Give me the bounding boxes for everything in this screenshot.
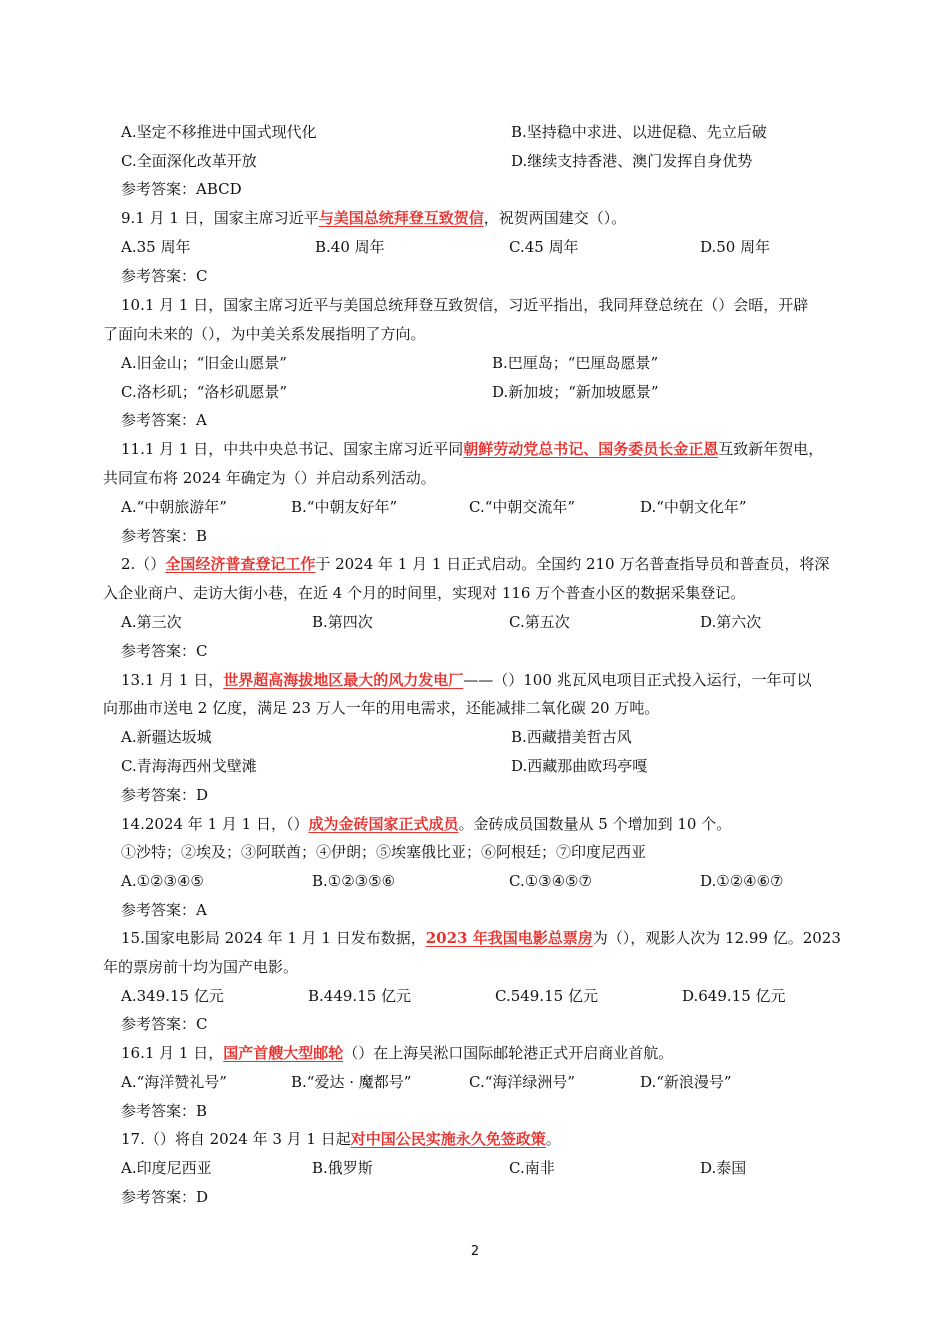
highlighted-keyword: 朝鲜劳动党总书记、国务委员长金正恩 <box>463 440 719 458</box>
text-line: C.549.15 亿元 <box>495 987 598 1005</box>
text-line: B.40 周年 <box>315 238 385 256</box>
text-segment: 16.1 月 1 日， <box>121 1044 224 1062</box>
text-line: D.泰国 <box>700 1159 747 1177</box>
text-line: C.“中朝交流年” <box>469 498 576 516</box>
text-line: B.第四次 <box>312 613 373 631</box>
text-line: 参考答案：B <box>121 527 208 545</box>
text-line <box>121 208 626 228</box>
highlighted-keyword: 2023 年我国电影总票房 <box>425 929 593 947</box>
text-line: C.青海海西州戈壁滩 <box>121 757 257 775</box>
text-line: 了面向未来的（），为中美关系发展指明了方向。 <box>103 325 426 343</box>
text-line: D.继续支持香港、澳门发挥自身优势 <box>511 152 753 170</box>
text-line: A.35 周年 <box>121 238 191 256</box>
text-line: A.第三次 <box>121 613 182 631</box>
text-line <box>121 928 841 948</box>
text-line: B.“中朝友好年” <box>291 498 398 516</box>
highlighted-keyword: 世界超高海拔地区最大的风力发电厂 <box>223 671 464 689</box>
text-line <box>121 670 812 690</box>
text-segment: ——（）100 兆瓦风电项目正式投入运行，一年可以 <box>463 671 812 689</box>
text-segment: 。 <box>545 1130 561 1148</box>
text-line: C.洛杉矶；“洛杉矶愿景” <box>121 383 288 401</box>
text-line: D.第六次 <box>700 613 762 631</box>
text-line: 参考答案：A <box>121 901 207 919</box>
text-segment: 15.国家电影局 2024 年 1 月 1 日发布数据， <box>121 929 426 947</box>
text-line: B.巴厘岛；“巴厘岛愿景” <box>492 354 659 372</box>
text-line: 年的票房前十均为国产电影。 <box>103 958 299 976</box>
text-line <box>121 1043 673 1063</box>
text-line: D.50 周年 <box>700 238 771 256</box>
text-line: 参考答案：D <box>121 1188 209 1206</box>
text-line <box>121 814 731 834</box>
text-segment: 14.2024 年 1 月 1 日，（） <box>121 815 309 833</box>
text-line: A.坚定不移推进中国式现代化 <box>121 123 317 141</box>
text-line <box>121 439 823 459</box>
text-line: B.①②③⑤⑥ <box>312 872 396 890</box>
text-segment: （）在上海吴淞口国际邮轮港正式开启商业首航。 <box>343 1044 674 1062</box>
page-number: 2 <box>470 1244 480 1259</box>
text-line: D.“新浪漫号” <box>640 1073 732 1091</box>
text-segment: 为（），观影人次为 12.99 亿。2023 <box>592 929 841 947</box>
text-line: C.全面深化改革开放 <box>121 152 257 170</box>
text-line: B.坚持稳中求进、以进促稳、先立后破 <box>511 123 767 141</box>
text-segment: 互致新年贺电， <box>718 440 824 458</box>
text-line: 参考答案：C <box>121 642 208 660</box>
text-segment: 。金砖成员国数量从 5 个增加到 10 个。 <box>458 815 732 833</box>
highlighted-keyword: 对中国公民实施永久免签政策 <box>350 1130 546 1148</box>
text-line: 参考答案：B <box>121 1102 208 1120</box>
text-line: B.西藏措美哲古风 <box>511 728 632 746</box>
highlighted-keyword: 国产首艘大型邮轮 <box>223 1044 344 1062</box>
text-line: A.①②③④⑤ <box>121 872 204 890</box>
text-line: 入企业商户、走访大街小巷，在近 4 个月的时间里，实现对 116 万个普查小区的数据采集登记。 <box>103 584 746 602</box>
text-line: A.“海洋赞礼号” <box>121 1073 227 1091</box>
highlighted-keyword: 与美国总统拜登互致贺信 <box>318 209 484 227</box>
text-line: B.449.15 亿元 <box>308 987 412 1005</box>
text-line <box>121 554 829 574</box>
text-segment: 11.1 月 1 日，中共中央总书记、国家主席习近平同 <box>121 440 464 458</box>
text-line: D.西藏那曲欧玛亭嘎 <box>511 757 648 775</box>
text-line: 参考答案：C <box>121 1015 208 1033</box>
text-line: 参考答案：D <box>121 786 209 804</box>
text-segment: 9.1 月 1 日，国家主席习近平 <box>121 209 319 227</box>
text-line: B.俄罗斯 <box>312 1159 373 1177</box>
text-line: C.南非 <box>509 1159 555 1177</box>
text-line: D.①②④⑥⑦ <box>700 872 784 890</box>
text-segment: 于 2024 年 1 月 1 日正式启动。全国约 210 万名普查指导员和普查员，将深 <box>315 555 830 573</box>
highlighted-keyword: 成为金砖国家正式成员 <box>308 815 459 833</box>
text-line: D.649.15 亿元 <box>682 987 786 1005</box>
text-line: A.旧金山；“旧金山愿景” <box>121 354 287 372</box>
text-line: D.新加坡；“新加坡愿景” <box>492 383 659 401</box>
text-line: A.349.15 亿元 <box>121 987 224 1005</box>
text-line: A.“中朝旅游年” <box>121 498 227 516</box>
text-line: 参考答案：A <box>121 411 207 429</box>
text-line: 参考答案：ABCD <box>121 180 242 198</box>
text-line: A.新疆达坂城 <box>121 728 212 746</box>
text-line: C.第五次 <box>509 613 570 631</box>
text-line <box>121 1129 561 1149</box>
text-segment: 17.（）将自 2024 年 3 月 1 日起 <box>121 1130 351 1148</box>
text-line: 共同宣布将 2024 年确定为（）并启动系列活动。 <box>103 469 436 487</box>
text-line: 向那曲市送电 2 亿度，满足 23 万人一年的用电需求，还能减排二氧化碳 20 万吨。 <box>103 699 660 717</box>
text-segment: 2.（） <box>121 555 166 573</box>
text-line: C.①③④⑤⑦ <box>509 872 592 890</box>
text-line: D.“中朝文化年” <box>640 498 747 516</box>
text-line: C.45 周年 <box>509 238 579 256</box>
text-line: B.“爱达 · 魔都号” <box>291 1073 412 1091</box>
text-line: C.“海洋绿洲号” <box>469 1073 576 1091</box>
text-line: A.印度尼西亚 <box>121 1159 212 1177</box>
text-line: ①沙特；②埃及；③阿联酋；④伊朗；⑤埃塞俄比亚；⑥阿根廷；⑦印度尼西亚 <box>121 843 647 861</box>
text-segment: ，祝贺两国建交（）。 <box>483 209 627 227</box>
text-line: 参考答案：C <box>121 267 208 285</box>
highlighted-keyword: 全国经济普查登记工作 <box>165 555 316 573</box>
text-line: 10.1 月 1 日，国家主席习近平与美国总统拜登互致贺信，习近平指出，我同拜登总统在（）会晤，开辟 <box>121 296 809 314</box>
text-segment: 13.1 月 1 日， <box>121 671 224 689</box>
